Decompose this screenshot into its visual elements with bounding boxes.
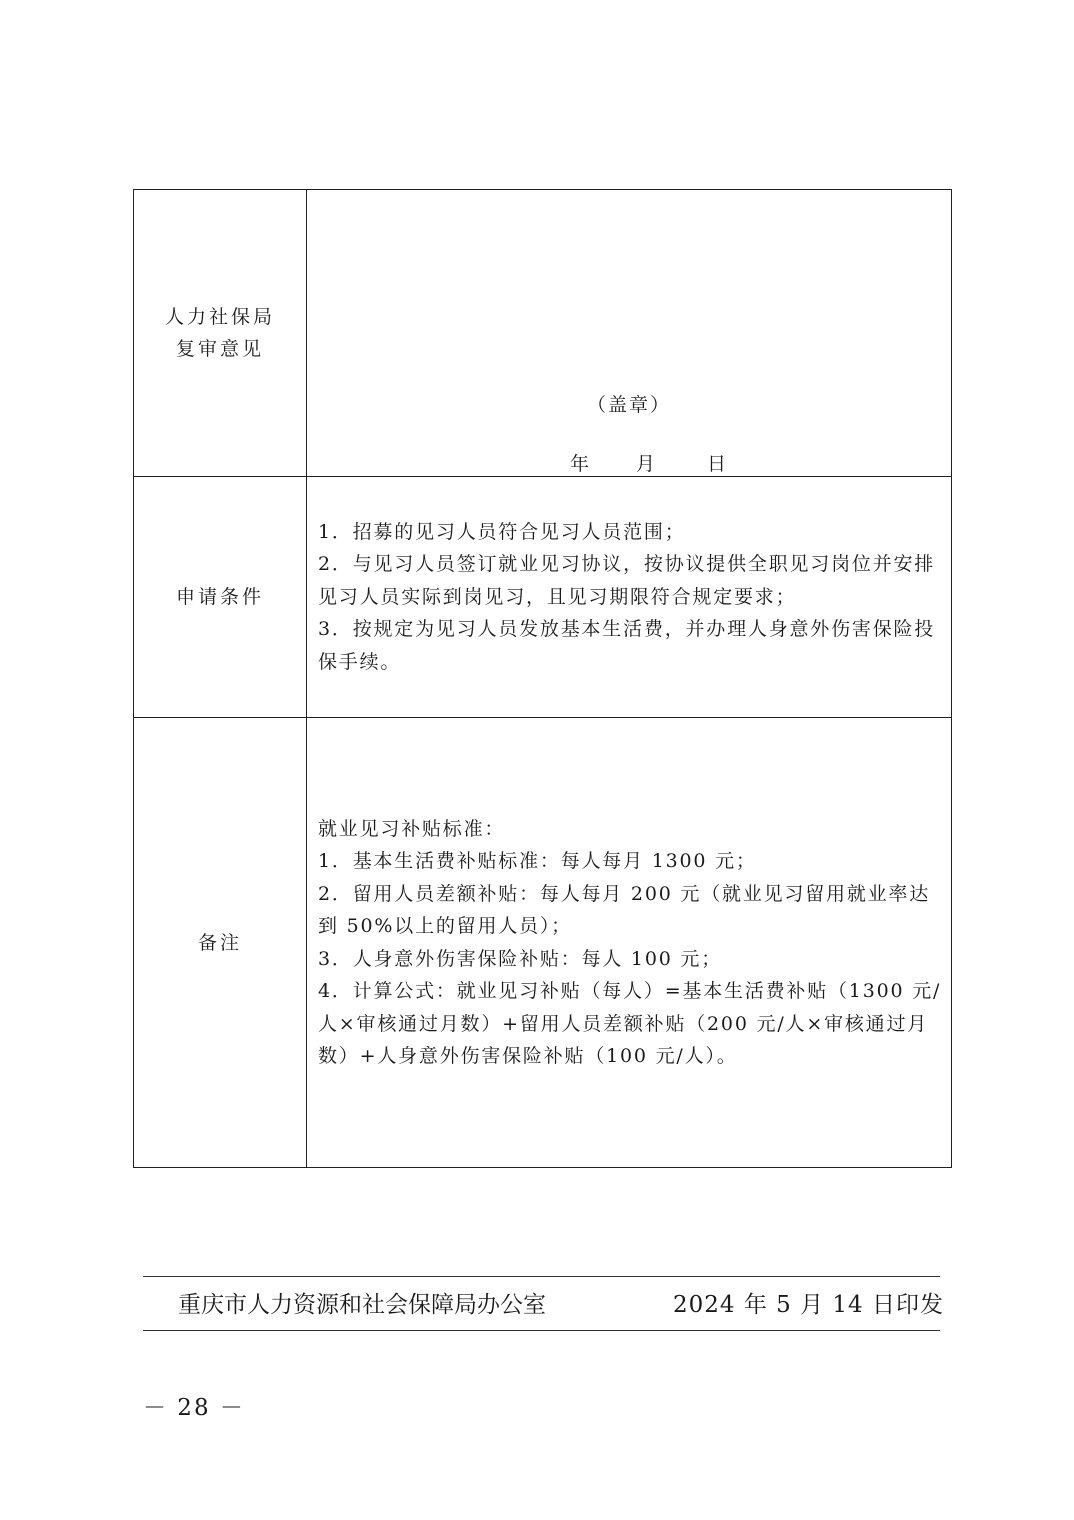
date-month: 月 [636,453,656,475]
conditions-label: 申请条件 [134,477,307,718]
notes-label: 备注 [134,718,307,1168]
note-item-2: 2．留用人员差额补贴：每人每月 200 元（就业见习留用就业率达到 50%以上的留用人员）； [318,882,931,937]
condition-item-2: 2．与见习人员签订就业见习协议，按协议提供全职见习岗位并安排见习人员实际到岗见习，且见习期限符合规定要求； [318,553,936,608]
footer-date: 2024 年 5 月 14 日印发 [673,1292,944,1318]
review-opinion-cell [307,190,952,477]
footer-top-rule [143,1276,940,1277]
date-year: 年 [570,453,590,475]
date-day: 日 [707,453,727,475]
review-label-cell [134,190,307,477]
footer-bottom-rule [143,1330,940,1331]
stamp-text: （盖章） [586,394,671,416]
condition-item-1: 1．招募的见习人员符合见习人员范围； [318,520,686,543]
application-form-table [133,189,952,1168]
review-label-line2: 复审意见 [175,338,264,360]
note-item-3: 3．人身意外伤害保险补贴：每人 100 元； [318,947,723,970]
page-number: － 28 － [143,1395,245,1421]
condition-item-3: 3．按规定为见习人员发放基本生活费，并办理人身意外伤害保险投保手续。 [318,618,936,673]
footer-org: 重庆市人力资源和社会保障局办公室 [178,1292,546,1318]
notes-heading: 就业见习补贴标准： [318,817,506,840]
conditions-row [134,477,952,718]
notes-content [307,718,952,1168]
review-label-line1: 人力社保局 [164,306,275,328]
note-item-1: 1．基本生活费补贴标准：每人每月 1300 元； [318,850,757,872]
review-row [134,190,952,477]
note-item-4: 4．计算公式：就业见习补贴（每人）=基本生活费补贴（1300 元/人×审核通过月数）+留用人员差额补贴（200 元/人×审核通过月数）+人身意外伤害保险补贴（100 元/人）。 [318,980,942,1067]
notes-row [134,718,952,1168]
conditions-content [307,477,952,718]
